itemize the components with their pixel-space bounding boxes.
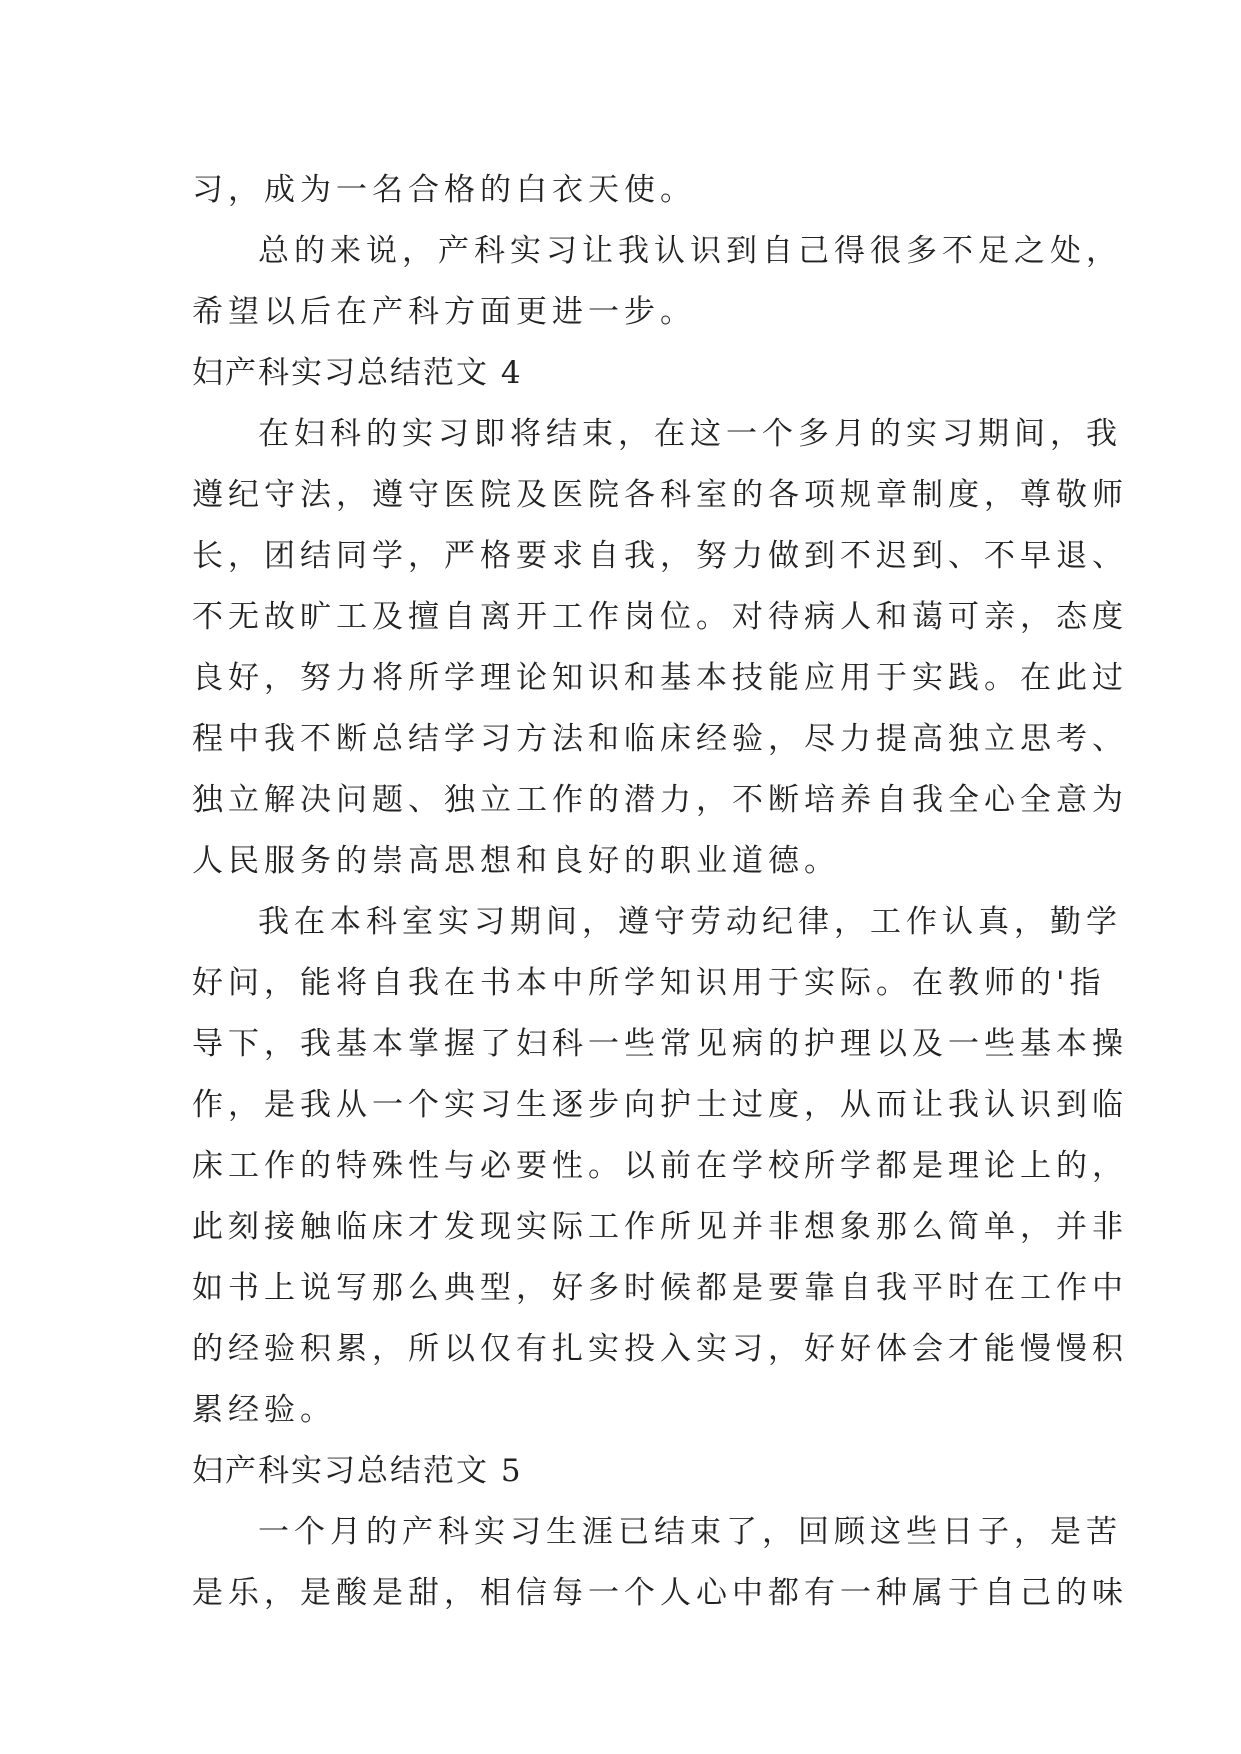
paragraph-line: 如书上说写那么典型，好多时候都是要靠自我平时在工作中: [192, 1270, 1128, 1306]
paragraph-line: 累经验。: [192, 1392, 336, 1428]
paragraph-line: 总的来说，产科实习让我认识到自己得很多不足之处，: [258, 233, 1122, 269]
paragraph-line: 作，是我从一个实习生逐步向护士过度，从而让我认识到临: [192, 1087, 1128, 1123]
paragraph-line: 在妇科的实习即将结束，在这一个多月的实习期间，我: [258, 416, 1122, 452]
paragraph-line: 是乐，是酸是甜，相信每一个人心中都有一种属于自己的味: [192, 1575, 1128, 1611]
document-body: [192, 160, 1128, 1624]
paragraph-line: 遵纪守法，遵守医院及医院各科室的各项规章制度，尊敬师: [192, 477, 1128, 513]
paragraph-line: 不无故旷工及擅自离开工作岗位。对待病人和蔼可亲，态度: [192, 599, 1128, 635]
paragraph-line: 好问，能将自我在书本中所学知识用于实际。在教师的'指: [192, 965, 1106, 1001]
paragraph-line: 良好，努力将所学理论知识和基本技能应用于实践。在此过: [192, 660, 1128, 696]
paragraph-line: 导下，我基本掌握了妇科一些常见病的护理以及一些基本操: [192, 1026, 1128, 1062]
paragraph-line: 此刻接触临床才发现实际工作所见并非想象那么简单，并非: [192, 1209, 1128, 1245]
section-heading: 妇产科实习总结范文 4: [192, 355, 523, 391]
paragraph-line: 的经验积累，所以仅有扎实投入实习，好好体会才能慢慢积: [192, 1331, 1128, 1367]
section-heading: 妇产科实习总结范文 5: [192, 1453, 523, 1489]
paragraph-line: 人民服务的崇高思想和良好的职业道德。: [192, 843, 840, 879]
paragraph-line: 床工作的特殊性与必要性。以前在学校所学都是理论上的，: [192, 1148, 1128, 1184]
paragraph-line: 一个月的产科实习生涯已结束了，回顾这些日子，是苦: [258, 1514, 1122, 1550]
paragraph-line: 长，团结同学，严格要求自我，努力做到不迟到、不早退、: [192, 538, 1128, 574]
paragraph-line: 习，成为一名合格的白衣天使。: [192, 172, 696, 208]
paragraph-line: 程中我不断总结学习方法和临床经验，尽力提高独立思考、: [192, 721, 1128, 757]
paragraph-line: 独立解决问题、独立工作的潜力，不断培养自我全心全意为: [192, 782, 1128, 818]
paragraph-line: 我在本科室实习期间，遵守劳动纪律，工作认真，勤学: [258, 904, 1122, 940]
paragraph-line: 希望以后在产科方面更进一步。: [192, 294, 696, 330]
